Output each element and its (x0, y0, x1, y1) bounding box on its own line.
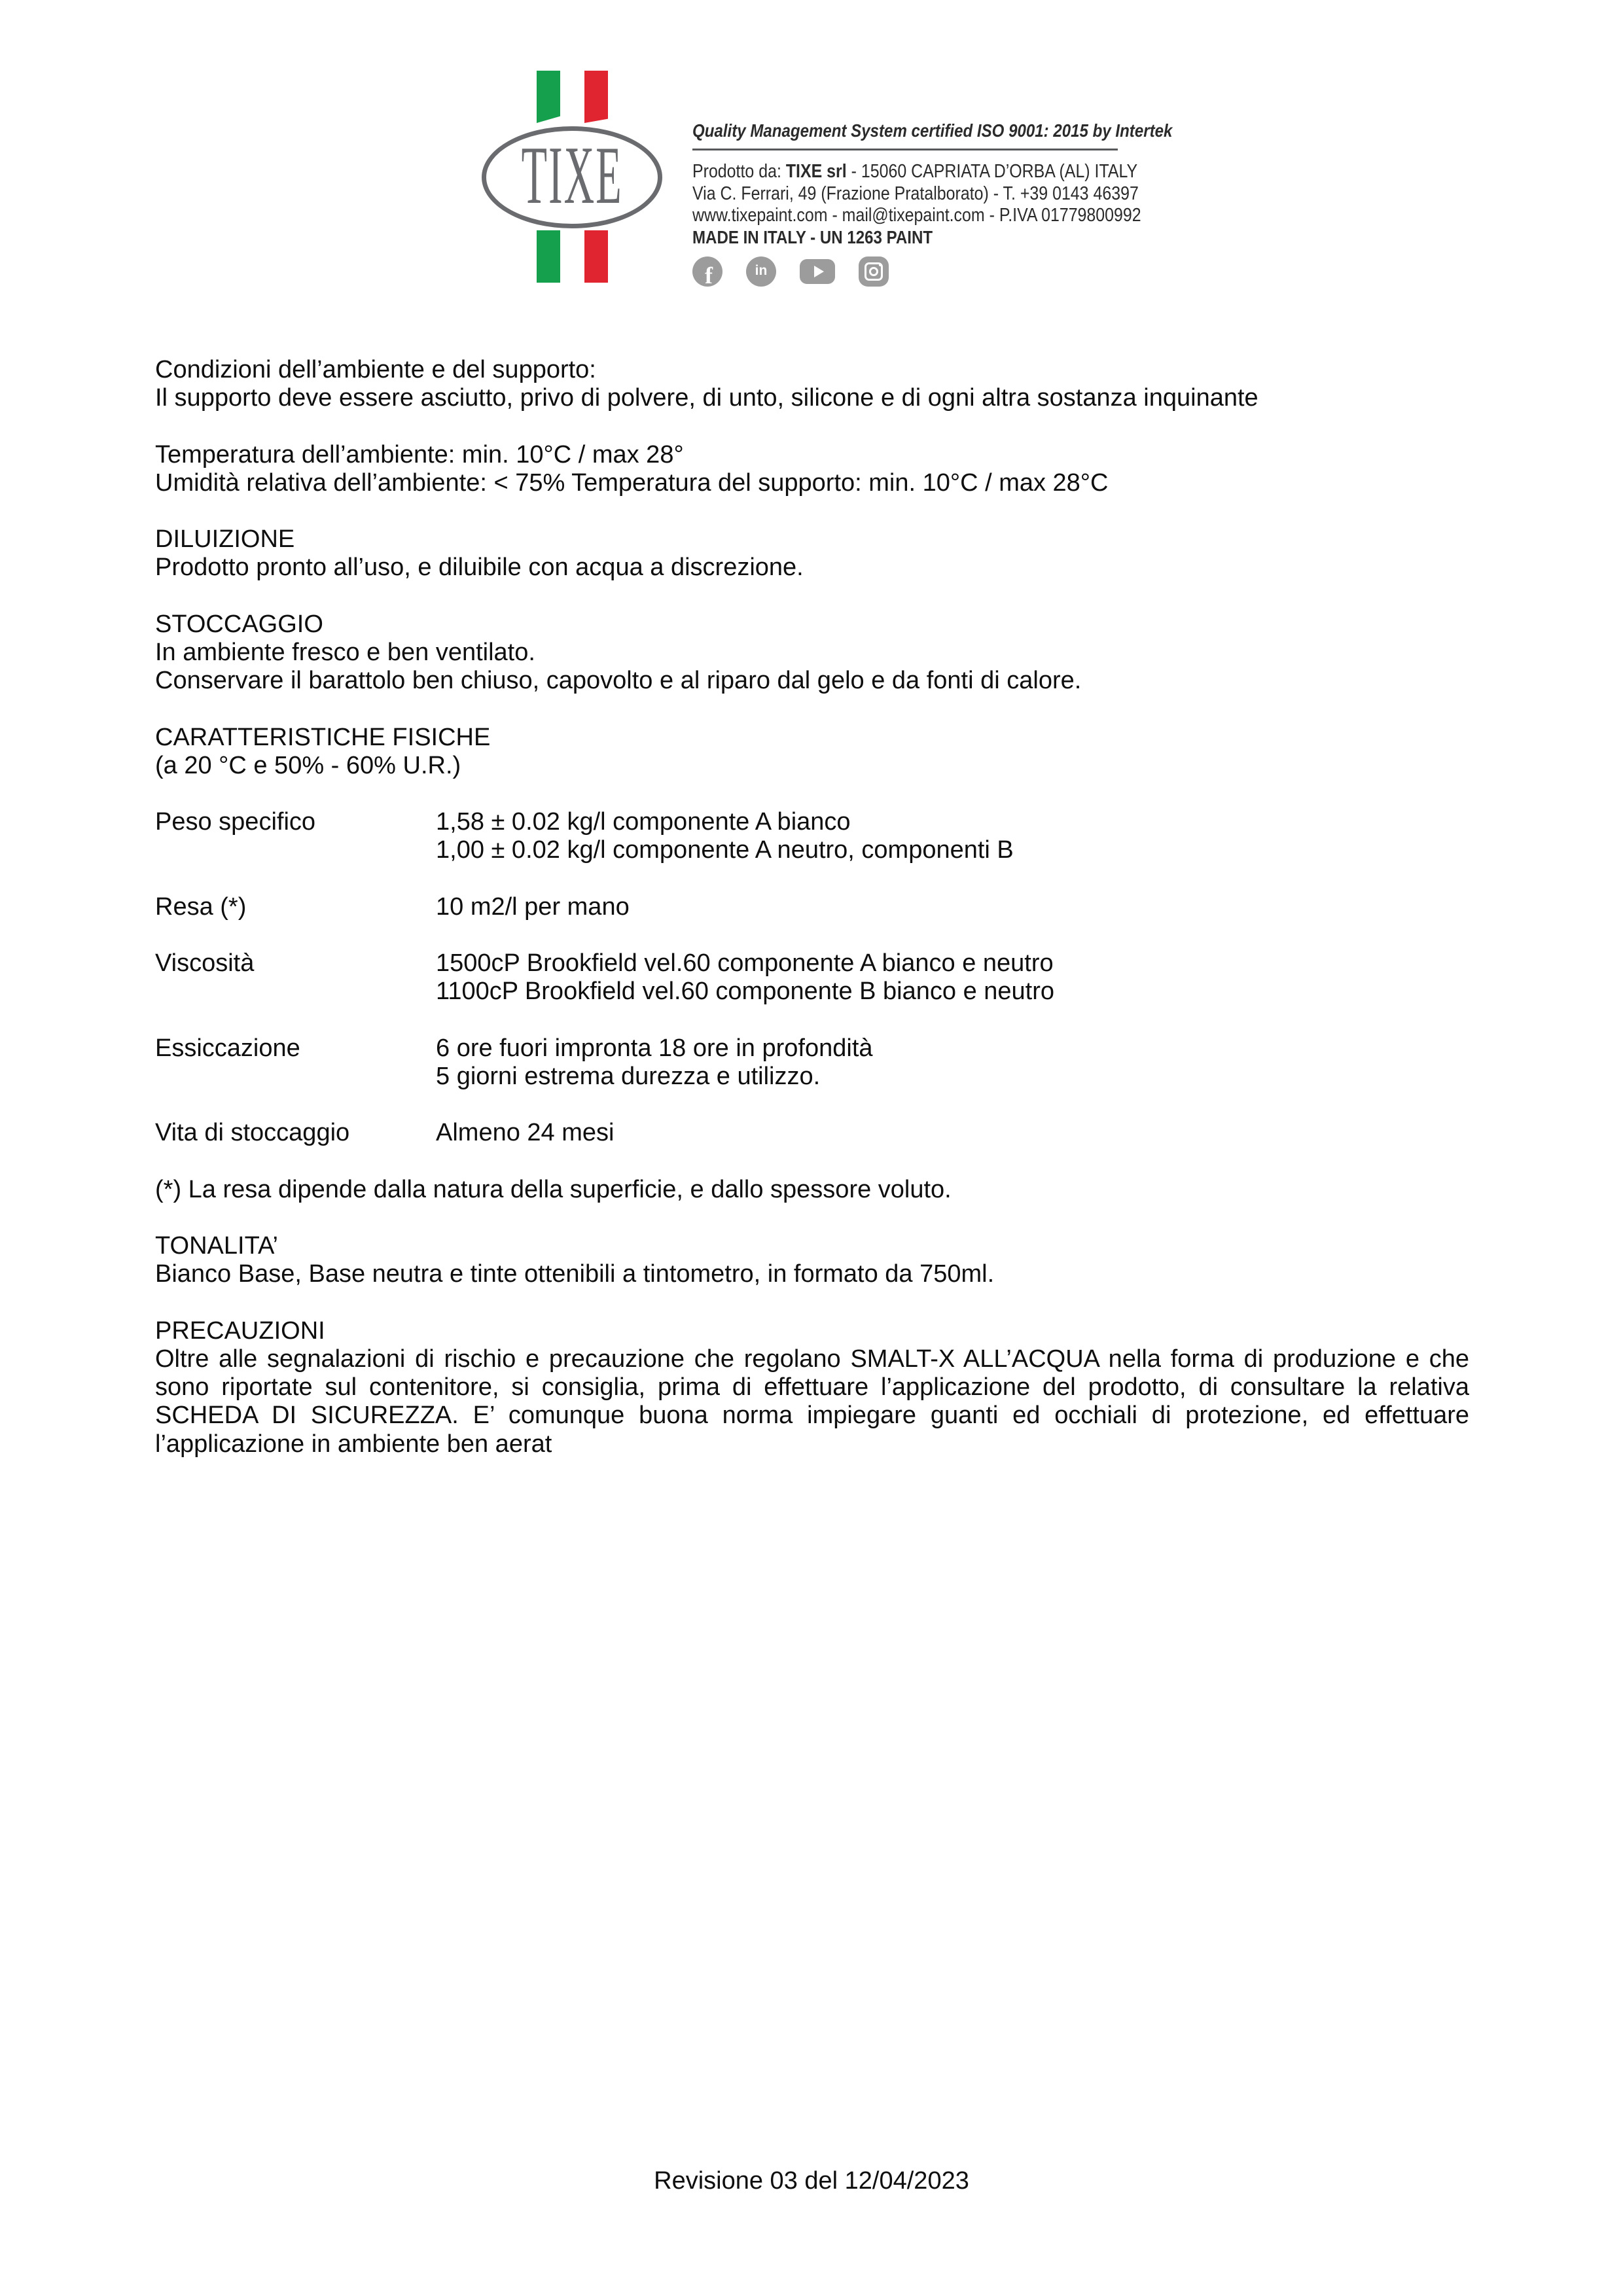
stoccaggio-title: STOCCAGGIO (155, 610, 323, 638)
blank-line (155, 582, 1469, 610)
spec-label-vita: Vita di stoccaggio (155, 1119, 350, 1147)
produced-by-rest: - 15060 CAPRIATA D’ORBA (AL) ITALY (846, 161, 1138, 182)
header-divider (692, 149, 1118, 150)
certification-line: Quality Management System certified ISO 9001: 2015 by Intertek (692, 120, 1173, 141)
linkedin-icon (746, 256, 776, 287)
tonalita-title: TONALITA’ (155, 1232, 278, 1260)
company-name: TIXE srl (785, 161, 847, 182)
spec-value-viscosita-1: 1500cP Brookfield vel.60 componente A bianco e neutro (436, 949, 1054, 978)
spec-value-essiccazione-1: 6 ore fuori impronta 18 ore in profondità (436, 1034, 873, 1062)
instagram-lens (869, 267, 878, 276)
blank-line (155, 1091, 1469, 1119)
linkedin-glyph: in (755, 263, 768, 278)
blank-line (155, 780, 1469, 808)
diluizione-text: Prodotto pronto all’uso, e diluibile con acqua a discrezione. (155, 554, 804, 582)
condizioni-text: Il supporto deve essere asciutto, privo di polvere, di unto, silicone e di ogni altra sostanza inquinante (155, 384, 1258, 412)
stoccaggio-line-1: In ambiente fresco e ben ventilato. (155, 638, 535, 666)
logo-ellipse (482, 126, 662, 228)
flag-stripe-green-top (537, 71, 560, 123)
spec-value-resa: 10 m2/l per mano (436, 892, 630, 921)
logo-brand-text: TIXE (521, 129, 623, 221)
revision-footer: Revisione 03 del 12/04/2023 (654, 2167, 969, 2195)
contacts-line: www.tixepaint.com - mail@tixepaint.com - P.IVA 01779800992 (692, 205, 1141, 226)
facebook-icon (692, 256, 722, 287)
spec-row-essiccazione (155, 1034, 1469, 1063)
spec-value-vita: Almeno 24 mesi (436, 1119, 615, 1147)
youtube-play-triangle (814, 266, 824, 277)
blank-line (155, 1006, 1469, 1034)
produced-by-line (692, 161, 1141, 183)
flag-stripe-red-bottom (584, 230, 608, 283)
condizioni-title: Condizioni dell’ambiente e del supporto: (155, 356, 596, 383)
spec-value-viscosita-2: 1100cP Brookfield vel.60 componente B bianco e neutro (436, 978, 1055, 1006)
spec-row-peso (155, 808, 1469, 836)
produced-by-prefix: Prodotto da: (692, 161, 786, 182)
blank-line (155, 1204, 1469, 1232)
company-address-block (692, 161, 1141, 227)
diluizione-title: DILUIZIONE (155, 525, 295, 554)
tonalita-text: Bianco Base, Base neutra e tinte ottenibili a tintometro, in formato da 750ml. (155, 1260, 995, 1288)
blank-line (155, 921, 1469, 949)
blank-line (155, 695, 1469, 723)
spec-row-viscosita (155, 949, 1469, 978)
spec-label-peso: Peso specifico (155, 808, 316, 836)
document-body (155, 356, 1469, 1458)
instagram-icon (859, 256, 889, 287)
flag-stripe-green-bottom (537, 230, 560, 283)
spec-row-vita (155, 1119, 1469, 1147)
umidita-line: Umidità relativa dell’ambiente: < 75% Temperatura del supporto: min. 10°C / max 28°C (155, 468, 1109, 497)
facebook-glyph: f (705, 262, 713, 287)
spec-row-resa (155, 893, 1469, 921)
spec-value-peso-2: 1,00 ± 0.02 kg/l componente A neutro, componenti B (436, 836, 1014, 864)
spec-value-peso-1: 1,58 ± 0.02 kg/l componente A bianco (436, 808, 851, 836)
blank-line (155, 497, 1469, 525)
precauzioni-title: PRECAUZIONI (155, 1316, 325, 1345)
resa-footnote: (*) La resa dipende dalla natura della superficie, e dallo spessore voluto. (155, 1175, 952, 1203)
temperatura-line: Temperatura dell’ambiente: min. 10°C / max 28° (155, 440, 684, 468)
caratteristiche-title: CARATTERISTICHE FISICHE (155, 723, 491, 751)
spec-value-essiccazione-2: 5 giorni estrema durezza e utilizzo. (436, 1062, 821, 1090)
precauzioni-paragraph: Oltre alle segnalazioni di rischio e precauzione che regolano SMALT-X ALL’ACQUA nella forma di produzione e che sono riportate sul contenitore, si consiglia, prima di effettuare l’applicazione del prodotto, di consultare la relativa SCHEDA DI SICUREZZA. E’ comunque buona norma impiegare guanti ed occhiali di protezione, ed effettuare l’applicazione in ambiente ben aerat (155, 1345, 1469, 1458)
caratteristiche-subtitle: (a 20 °C e 50% - 60% U.R.) (155, 751, 461, 779)
blank-line (155, 1289, 1469, 1317)
spec-label-viscosita: Viscosità (155, 949, 255, 978)
spec-label-essiccazione: Essiccazione (155, 1034, 300, 1062)
made-in-italy-line: MADE IN ITALY - UN 1263 PAINT (692, 227, 933, 247)
street-address-line: Via C. Ferrari, 49 (Frazione Pratalborato) - T. +39 0143 46397 (692, 183, 1139, 204)
instagram-dot (879, 264, 882, 266)
stoccaggio-line-2: Conservare il barattolo ben chiuso, capovolto e al riparo dal gelo e da fonti di calore. (155, 667, 1082, 695)
blank-line (155, 412, 1469, 440)
flag-stripe-red-top (584, 71, 608, 123)
youtube-icon (800, 259, 835, 284)
social-icons-row (692, 256, 889, 287)
blank-line (155, 865, 1469, 893)
spec-label-resa: Resa (*) (155, 892, 247, 921)
blank-line (155, 1148, 1469, 1176)
